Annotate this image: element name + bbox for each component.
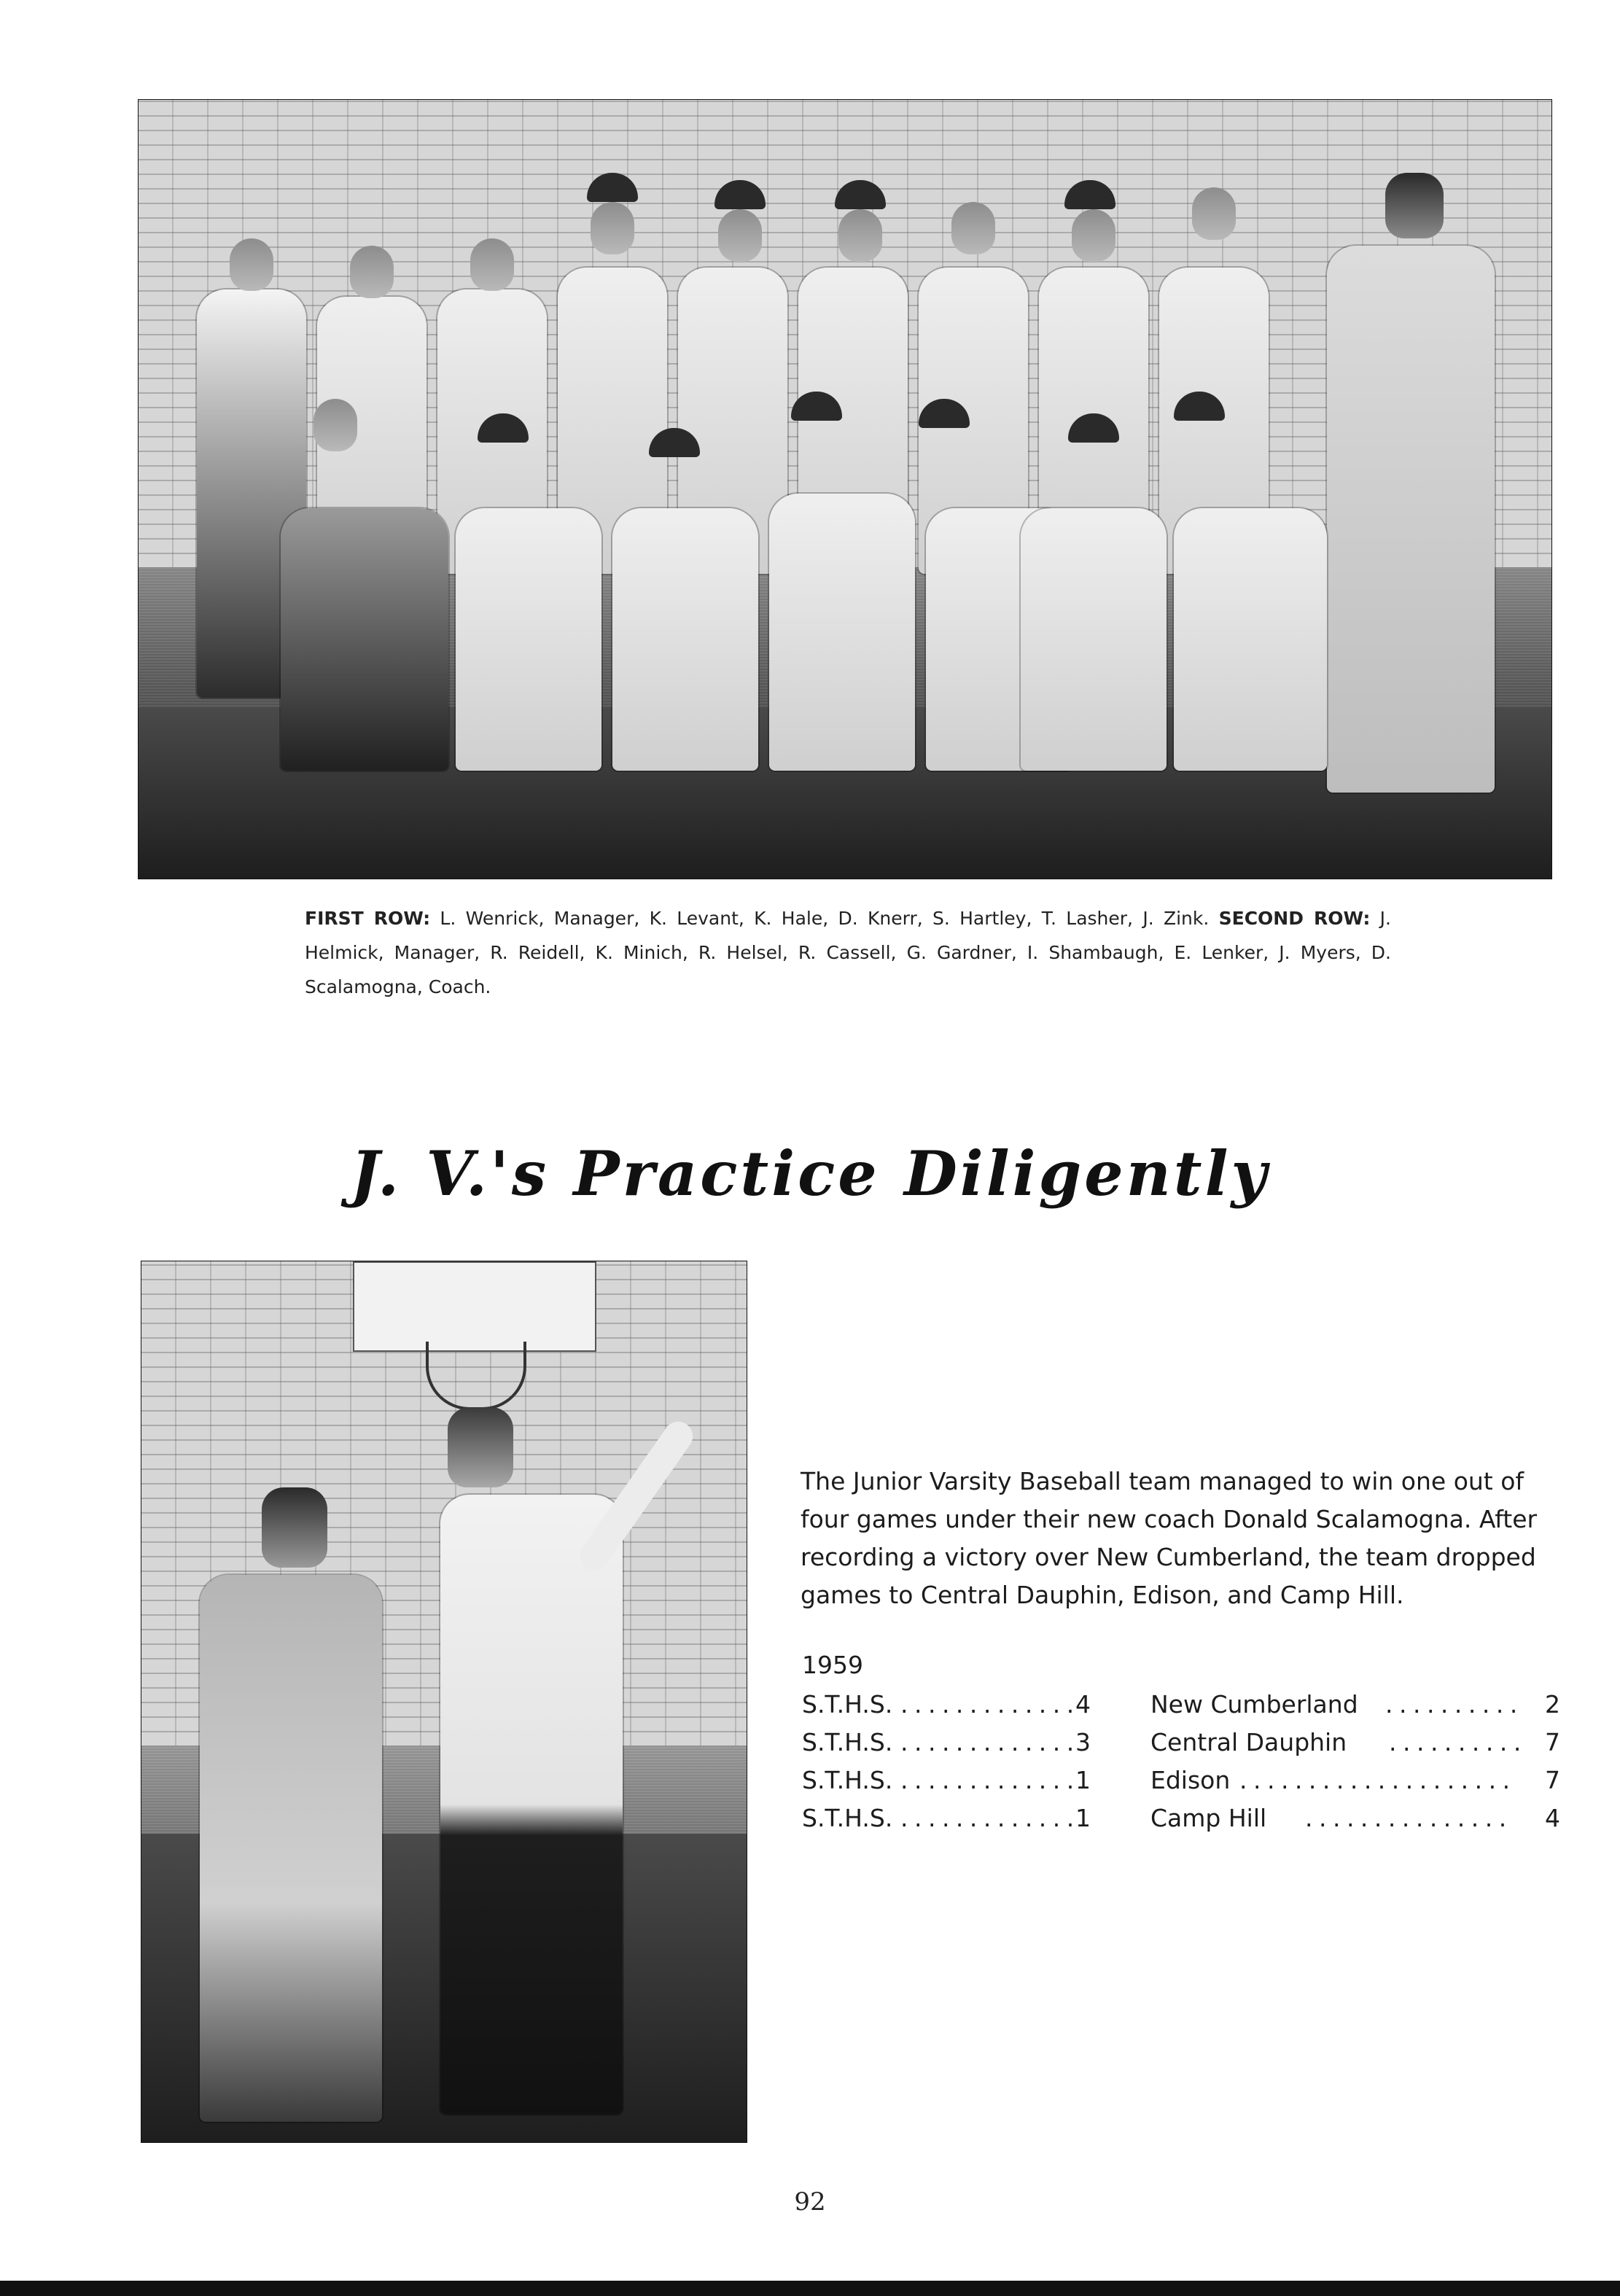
coaches-photo bbox=[141, 1261, 747, 2143]
player-figure bbox=[1174, 508, 1327, 771]
home-score: 4 bbox=[1075, 1690, 1091, 1719]
opponent-name: New Cumberland bbox=[1150, 1690, 1358, 1719]
player-head bbox=[1072, 209, 1115, 262]
opponent-name: Edison bbox=[1150, 1766, 1231, 1794]
score-row bbox=[802, 1804, 1560, 1842]
coach-figure bbox=[1327, 246, 1495, 793]
caption-first-row-label: FIRST ROW: bbox=[305, 908, 431, 929]
caption-second-row-label: SECOND ROW: bbox=[1218, 908, 1371, 929]
home-team: S.T.H.S. bbox=[802, 1804, 893, 1832]
player-head bbox=[951, 202, 995, 254]
photo-caption bbox=[305, 901, 1391, 1004]
leader-dots: . . . . . . . . . . . . . bbox=[900, 1766, 1074, 1794]
player-figure bbox=[456, 508, 601, 771]
section-headline: J. V.'s Practice Diligently bbox=[350, 1137, 1270, 1210]
player-figure bbox=[769, 494, 915, 771]
player-figure bbox=[1021, 508, 1167, 771]
backboard bbox=[353, 1261, 596, 1352]
opponent-score: 7 bbox=[1545, 1766, 1560, 1794]
leader-dots: . . . . . . . . . . . . . bbox=[900, 1804, 1074, 1832]
story-text: The Junior Varsity Baseball team managed to win one out of four games under their new coach Donald Scalamogna. After recording a victory over New Cumberland, the team dropped games to Central Dauphin, Edison, and Camp Hill. bbox=[801, 1467, 1538, 1609]
player-head bbox=[591, 202, 634, 254]
page-number: 92 bbox=[794, 2187, 826, 2217]
player-head bbox=[230, 238, 273, 291]
bottom-border bbox=[0, 2281, 1620, 2296]
coach-head bbox=[262, 1487, 327, 1568]
coach-figure bbox=[440, 1495, 623, 2114]
leader-dots: . . . . . . . . . . . . . . . bbox=[1305, 1804, 1506, 1832]
player-head bbox=[470, 238, 514, 291]
player-figure bbox=[281, 508, 448, 771]
score-row bbox=[802, 1728, 1560, 1766]
season-year: 1959 bbox=[802, 1651, 863, 1679]
leader-dots: . . . . . . . . . . . . . bbox=[900, 1728, 1074, 1756]
team-photo bbox=[138, 99, 1552, 879]
opponent-score: 7 bbox=[1545, 1728, 1560, 1756]
coach-head bbox=[448, 1407, 513, 1487]
coach-figure bbox=[200, 1575, 382, 2122]
leader-dots: . . . . . . . . . . . . . . . . . . . . bbox=[1239, 1766, 1510, 1794]
opponent-name: Camp Hill bbox=[1150, 1804, 1267, 1832]
player-head bbox=[718, 209, 762, 262]
opponent-score: 2 bbox=[1545, 1690, 1560, 1719]
opponent-score: 4 bbox=[1545, 1804, 1560, 1832]
home-score: 3 bbox=[1075, 1728, 1091, 1756]
home-score: 1 bbox=[1075, 1804, 1091, 1832]
caption-first-row-text: L. Wenrick, Manager, K. Levant, K. Hale, D. Knerr, S. Hartley, T. Lasher, J. Zink. bbox=[440, 908, 1210, 929]
coach-head bbox=[1385, 173, 1444, 238]
player-head bbox=[314, 399, 357, 451]
leader-dots: . . . . . . . . . . bbox=[1385, 1690, 1517, 1719]
leader-dots: . . . . . . . . . . bbox=[1389, 1728, 1521, 1756]
score-row bbox=[802, 1766, 1560, 1804]
home-score: 1 bbox=[1075, 1766, 1091, 1794]
score-row bbox=[802, 1690, 1560, 1728]
player-head bbox=[1192, 187, 1236, 240]
player-head bbox=[838, 209, 882, 262]
opponent-name: Central Dauphin bbox=[1150, 1728, 1347, 1756]
caption-second-row-text: J. Helmick, Manager, R. Reidell, K. Minich, R. Helsel, R. Cassell, G. Gardner, I. Shambaugh, E. Lenker, J. Myers, D. Scalamogna, Coach. bbox=[305, 908, 1391, 997]
leader-dots: . . . . . . . . . . . . . bbox=[900, 1690, 1074, 1719]
player-head bbox=[350, 246, 394, 298]
player-figure bbox=[612, 508, 758, 771]
home-team: S.T.H.S. bbox=[802, 1728, 893, 1756]
home-team: S.T.H.S. bbox=[802, 1766, 893, 1794]
home-team: S.T.H.S. bbox=[802, 1690, 893, 1719]
